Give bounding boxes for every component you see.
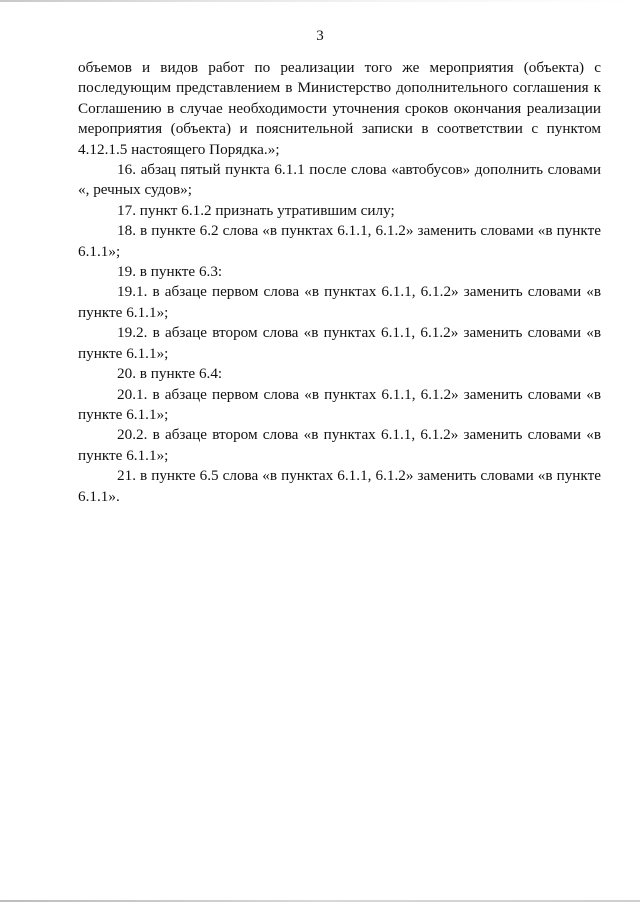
paragraph-continuation: объемов и видов работ по реализации того же мероприятия (объекта) с последующим представлением в Министерство дополнительного соглашения к Соглашению в случае необходимости уточнения сроков окончания реализации мероприятия (объекта) и пояснительной записки в соответствии с пунктом 4.12.1.5 настоящего Порядка.»; (78, 59, 601, 158)
paragraph-item-18: 18. в пункте 6.2 слова «в пунктах 6.1.1, 6.1.2» заменить словами «в пункте 6.1.1»; (78, 222, 601, 260)
paragraph-item-19: 19. в пункте 6.3: (117, 263, 223, 281)
paragraph-item-19-1: 19.1. в абзаце первом слова «в пунктах 6.1.1, 6.1.2» заменить словами «в пункте 6.1.1»; (78, 283, 601, 321)
paragraph-item-20-2: 20.2. в абзаце втором слова «в пунктах 6.1.1, 6.1.2» заменить словами «в пункте 6.1.1»; (78, 426, 601, 464)
paragraph-item-21: 21. в пункте 6.5 слова «в пунктах 6.1.1, 6.1.2» заменить словами «в пункте 6.1.1». (78, 467, 601, 505)
paragraph-item-20: 20. в пункте 6.4: (117, 365, 223, 383)
paragraph-item-20-1: 20.1. в абзаце первом слова «в пунктах 6.1.1, 6.1.2» заменить словами «в пункте 6.1.1»; (78, 385, 601, 423)
document-body (78, 58, 601, 507)
paragraph-item-19-2: 19.2. в абзаце втором слова «в пунктах 6.1.1, 6.1.2» заменить словами «в пункте 6.1.1»; (78, 324, 601, 362)
paragraph-item-16: 16. абзац пятый пункта 6.1.1 после слова «автобусов» дополнить словами «, речных судов»; (78, 161, 601, 199)
page-number: 3 (316, 28, 324, 44)
paragraph-item-17: 17. пункт 6.1.2 признать утратившим силу; (117, 201, 395, 219)
scan-edge-bottom (0, 900, 640, 902)
scan-edge-top (0, 0, 640, 2)
